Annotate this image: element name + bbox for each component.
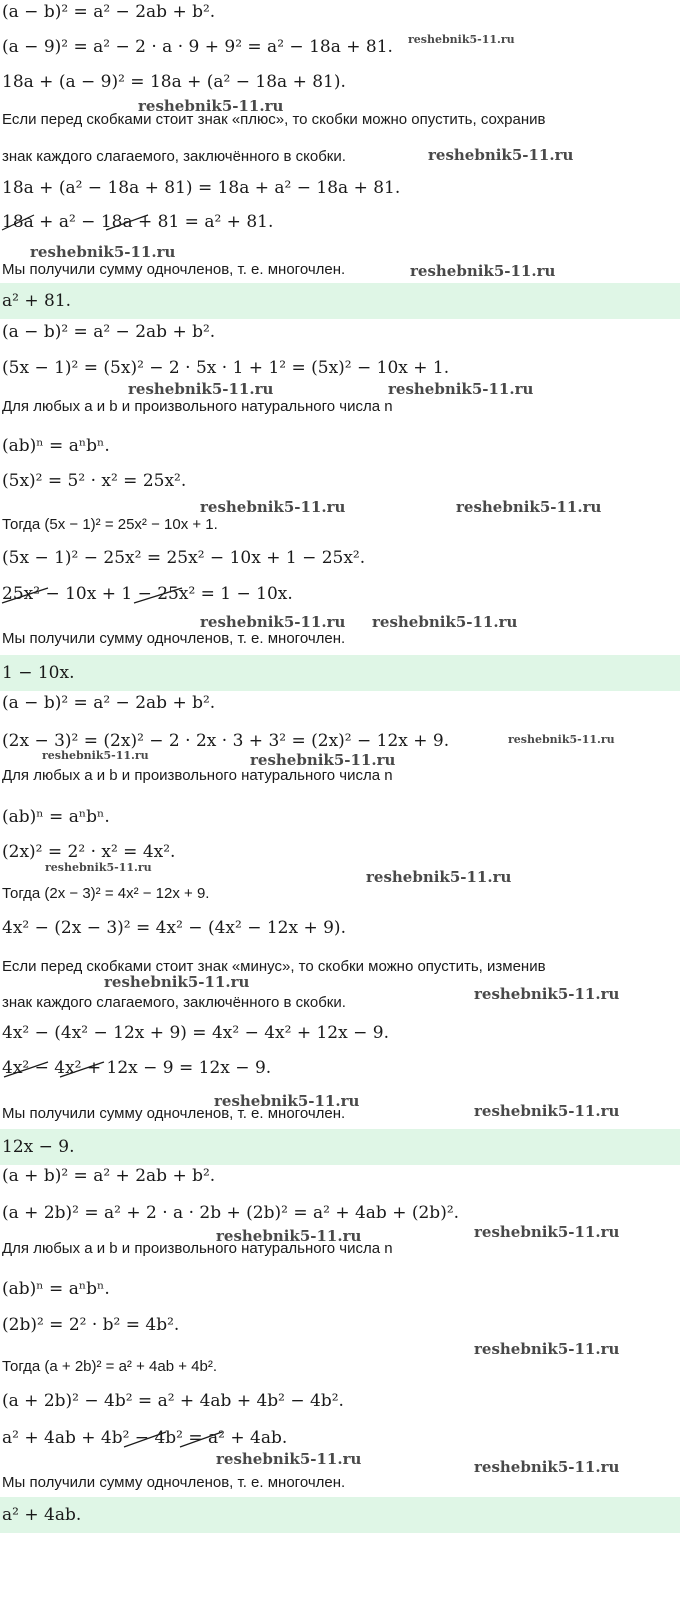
- text-line: Мы получили сумму одночленов, т. е. многочлен.: [2, 1474, 346, 1491]
- watermark: reshebnik5-11.ru: [474, 1223, 620, 1241]
- formula-line: (a + b)² = a² + 2ab + b².: [2, 1166, 216, 1186]
- text-line: Тогда (a + 2b)² = a² + 4ab + 4b².: [2, 1358, 217, 1375]
- watermark: reshebnik5-11.ru: [30, 243, 176, 261]
- text-line: Тогда (5x − 1)² = 25x² − 10x + 1.: [2, 516, 218, 533]
- text-line: Мы получили сумму одночленов, т. е. многочлен.: [2, 1105, 346, 1122]
- formula-line: 4x² − (2x − 3)² = 4x² − (4x² − 12x + 9).: [2, 918, 346, 938]
- watermark: reshebnik5-11.ru: [42, 749, 149, 762]
- watermark: reshebnik5-11.ru: [508, 733, 615, 746]
- text-line: Для любых a и b и произвольного натурального числа n: [2, 767, 393, 784]
- watermark: reshebnik5-11.ru: [200, 498, 346, 516]
- formula-line: 25x² − 10x + 1 − 25x² = 1 − 10x.: [2, 584, 293, 604]
- formula-line: (5x − 1)² = (5x)² − 2 · 5x · 1 + 1² = (5x)² − 10x + 1.: [2, 358, 450, 378]
- watermark: reshebnik5-11.ru: [428, 146, 574, 164]
- text-line: Тогда (2x − 3)² = 4x² − 12x + 9.: [2, 885, 210, 902]
- watermark: reshebnik5-11.ru: [216, 1227, 362, 1245]
- text-line: Для любых a и b и произвольного натурального числа n: [2, 1240, 393, 1257]
- formula-line: (ab)ⁿ = aⁿbⁿ.: [2, 1279, 110, 1299]
- formula-line: (a − b)² = a² − 2ab + b².: [2, 2, 216, 22]
- formula-line: a² + 4ab + 4b² − 4b² = a² + 4ab.: [2, 1428, 288, 1448]
- formula-line: (2x − 3)² = (2x)² − 2 · 2x · 3 + 3² = (2x)² − 12x + 9.: [2, 731, 450, 751]
- formula-line: (5x)² = 5² · x² = 25x².: [2, 471, 187, 491]
- watermark: reshebnik5-11.ru: [200, 613, 346, 631]
- watermark: reshebnik5-11.ru: [388, 380, 534, 398]
- text-line: знак каждого слагаемого, заключённого в скобки.: [2, 994, 346, 1011]
- formula-line: (5x − 1)² − 25x² = 25x² − 10x + 1 − 25x².: [2, 548, 366, 568]
- watermark: reshebnik5-11.ru: [104, 973, 250, 991]
- formula-line: (ab)ⁿ = aⁿbⁿ.: [2, 807, 110, 827]
- answer-line: 12x − 9.: [0, 1129, 680, 1165]
- watermark: reshebnik5-11.ru: [214, 1092, 360, 1110]
- watermark: reshebnik5-11.ru: [45, 861, 152, 874]
- answer-line: 1 − 10x.: [0, 655, 680, 691]
- text-line: Мы получили сумму одночленов, т. е. многочлен.: [2, 630, 346, 647]
- watermark: reshebnik5-11.ru: [408, 33, 515, 46]
- formula-line: 18a + a² − 18a + 81 = a² + 81.: [2, 212, 274, 232]
- watermark: reshebnik5-11.ru: [474, 1102, 620, 1120]
- watermark: reshebnik5-11.ru: [138, 97, 284, 115]
- watermark: reshebnik5-11.ru: [366, 868, 512, 886]
- text-line: Если перед скобками стоит знак «плюс», то скобки можно опустить, сохранив: [2, 111, 546, 128]
- formula-line: 18a + (a − 9)² = 18a + (a² − 18a + 81).: [2, 72, 346, 92]
- formula-line: (a − 9)² = a² − 2 · a · 9 + 9² = a² − 18a + 81.: [2, 37, 393, 57]
- answer-line: a² + 81.: [0, 283, 680, 319]
- formula-line: 4x² − (4x² − 12x + 9) = 4x² − 4x² + 12x − 9.: [2, 1023, 389, 1043]
- watermark: reshebnik5-11.ru: [216, 1450, 362, 1468]
- watermark: reshebnik5-11.ru: [372, 613, 518, 631]
- watermark: reshebnik5-11.ru: [250, 751, 396, 769]
- formula-line: (a − b)² = a² − 2ab + b².: [2, 322, 216, 342]
- text-line: знак каждого слагаемого, заключённого в скобки.: [2, 148, 346, 165]
- watermark: reshebnik5-11.ru: [410, 262, 556, 280]
- formula-line: (ab)ⁿ = aⁿbⁿ.: [2, 436, 110, 456]
- watermark: reshebnik5-11.ru: [474, 985, 620, 1003]
- formula-line: (a + 2b)² = a² + 2 · a · 2b + (2b)² = a² + 4ab + (2b)².: [2, 1203, 460, 1223]
- formula-line: (2x)² = 2² · x² = 4x².: [2, 842, 176, 862]
- formula-line: 4x² − 4x² + 12x − 9 = 12x − 9.: [2, 1058, 272, 1078]
- watermark: reshebnik5-11.ru: [456, 498, 602, 516]
- watermark: reshebnik5-11.ru: [474, 1458, 620, 1476]
- formula-line: (a + 2b)² − 4b² = a² + 4ab + 4b² − 4b².: [2, 1391, 344, 1411]
- text-line: Для любых a и b и произвольного натурального числа n: [2, 398, 393, 415]
- answer-line: a² + 4ab.: [0, 1497, 680, 1533]
- watermark: reshebnik5-11.ru: [128, 380, 274, 398]
- text-line: Если перед скобками стоит знак «минус», то скобки можно опустить, изменив: [2, 958, 546, 975]
- watermark: reshebnik5-11.ru: [474, 1340, 620, 1358]
- formula-line: (2b)² = 2² · b² = 4b².: [2, 1315, 180, 1335]
- text-line: Мы получили сумму одночленов, т. е. многочлен.: [2, 261, 346, 278]
- formula-line: (a − b)² = a² − 2ab + b².: [2, 693, 216, 713]
- formula-line: 18a + (a² − 18a + 81) = 18a + a² − 18a + 81.: [2, 178, 401, 198]
